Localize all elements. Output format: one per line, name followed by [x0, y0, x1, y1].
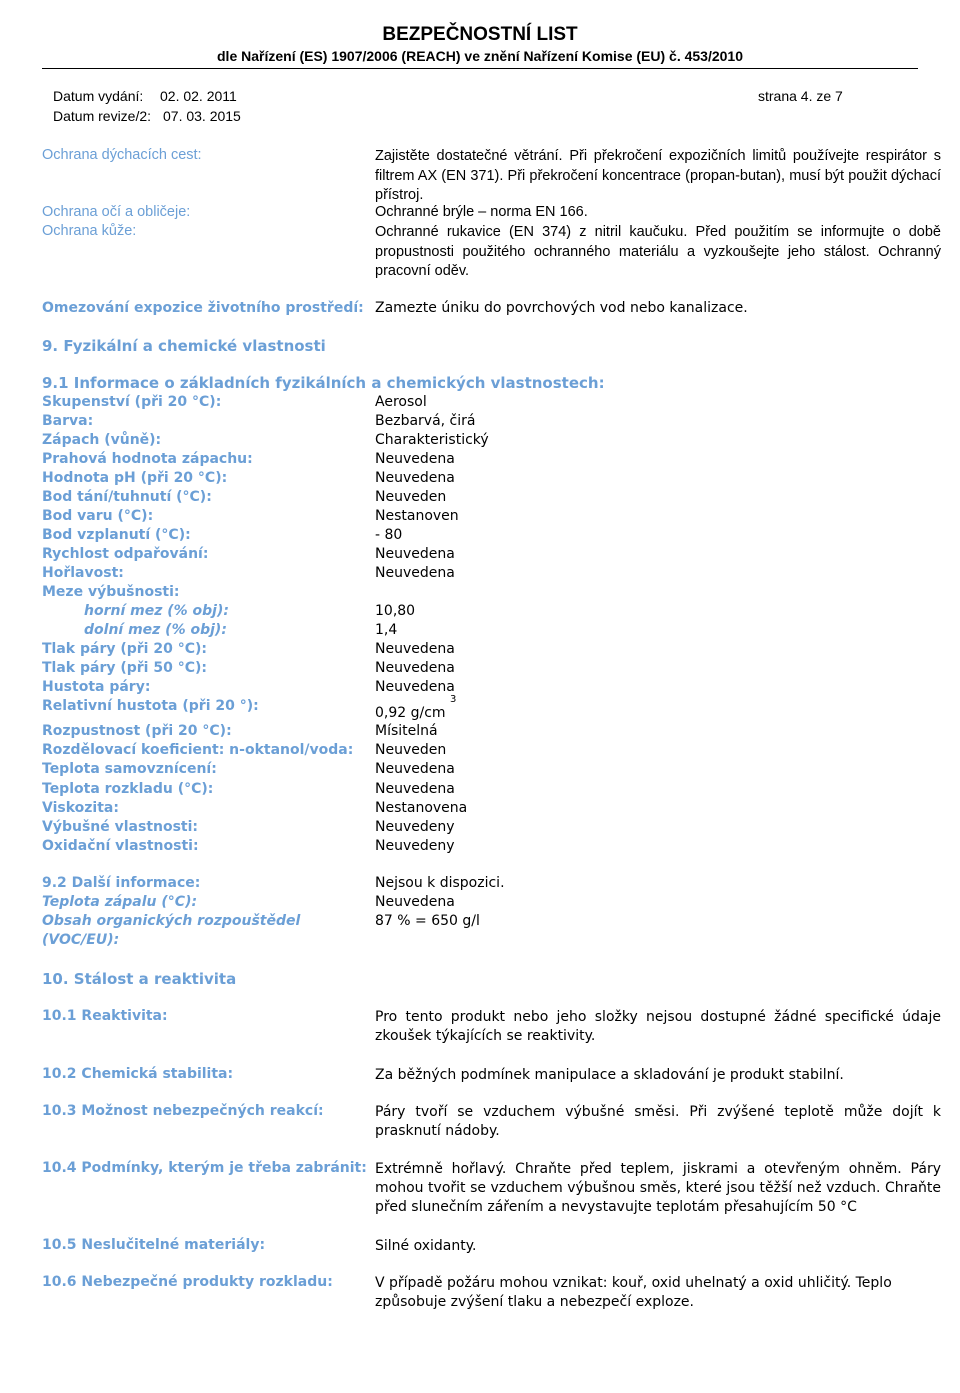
relative-density-label: Relativní hustota (při 20 °):: [42, 698, 259, 714]
relative-density-superscript: 3: [450, 694, 457, 705]
section-10-item-label: 10.6 Nebezpečné produkty rozkladu:: [42, 1274, 333, 1290]
property-label: Hořlavost:: [42, 565, 124, 581]
upper-limit-label: horní mez (% obj):: [84, 603, 229, 619]
env-exposure-text: Zamezte úniku do povrchových vod nebo kanalizace.: [375, 300, 748, 316]
upper-limit-value: 10,80: [375, 603, 416, 619]
section-10-item-text: Extrémně hořlavý. Chraňte před teplem, jiskrami a otevřeným ohněm. Páry mohou tvořit se vzduchem výbušnou směs, které jsou těžší než vzduch. Chraňte před slunečním zářením a nevystavujte teplotám přesahujícím 50 °C: [375, 1161, 941, 1215]
voc-value: 87 % = 650 g/l: [375, 913, 480, 929]
property-value: Neuvedena: [375, 546, 455, 562]
section-10-item-text: Pro tento produkt nebo jeho složky nejsou dostupné žádné specifické údaje zkoušek týkajících se reaktivity.: [375, 1009, 941, 1044]
section-10-item-label: 10.5 Neslučitelné materiály:: [42, 1237, 266, 1253]
property-value: Charakteristický: [375, 432, 489, 448]
explosive-limits-label: Meze výbušnosti:: [42, 584, 180, 600]
property-label: Prahová hodnota zápachu:: [42, 451, 253, 467]
property-value: Mísitelná: [375, 723, 438, 739]
property-label: Oxidační vlastnosti:: [42, 838, 199, 855]
section-10-item-label: 10.2 Chemická stabilita:: [42, 1066, 234, 1082]
property-label: Bod tání/tuhnutí (°C):: [42, 489, 212, 505]
property-label: Rozpustnost (při 20 °C):: [42, 723, 232, 739]
section-10-item-label: 10.1 Reaktivita:: [42, 1008, 168, 1024]
section-10-item-text: V případě požáru mohou vznikat: kouř, oxid uhelnatý a oxid uhličitý. Teplo způsobuje zvýšení tlaku a nebezpečí exploze.: [375, 1275, 892, 1310]
respiratory-protection-text: Zajistěte dostatečné větrání. Při překročení expozičních limitů používejte respirátor s filtrem AX (EN 371). Při překročení koncentrace (propan-butan), musí být použit dýchací přístroj.: [375, 148, 941, 203]
eye-protection-label: Ochrana očí a obličeje:: [42, 204, 191, 220]
property-value: Neuvedena: [375, 565, 455, 581]
property-label: Hodnota pH (při 20 °C):: [42, 470, 228, 486]
property-label: Teplota samovznícení:: [42, 761, 217, 778]
eye-protection-text: Ochranné brýle – norma EN 166.: [375, 204, 588, 220]
header-divider: [42, 68, 918, 69]
skin-protection-text: Ochranné rukavice (EN 374) z nitril kaučuku. Před použitím se informujte o době propustnosti použitého ochranného materiálu a vyzkoušejte jeho stálost. Ochranný pracovní oděv.: [375, 224, 941, 279]
issue-date: 02. 02. 2011: [160, 88, 237, 104]
section-10-item-label: 10.3 Možnost nebezpečných reakcí:: [42, 1103, 324, 1119]
property-label: Tlak páry (při 20 °C):: [42, 641, 207, 657]
property-label: Teplota rozkladu (°C):: [42, 780, 214, 797]
property-value: - 80: [375, 527, 403, 543]
property-value: Neuvedena: [375, 641, 455, 657]
ignition-temp-value: Neuvedena: [375, 894, 455, 910]
property-label: Rozdělovací koeficient: n-oktanol/voda:: [42, 742, 354, 759]
property-value: Neuvedena: [375, 780, 455, 797]
respiratory-protection-label: Ochrana dýchacích cest:: [42, 147, 202, 163]
other-info-label: 9.2 Další informace:: [42, 875, 201, 891]
property-value: Neuvedena: [375, 470, 455, 486]
skin-protection-label: Ochrana kůže:: [42, 223, 137, 239]
property-label: Rychlost odpařování:: [42, 546, 209, 562]
voc-label-line1: Obsah organických rozpouštědel: [42, 913, 301, 929]
property-value: Neuvedena: [375, 761, 455, 778]
section-10-item-text: Za běžných podmínek manipulace a skladování je produkt stabilní.: [375, 1067, 844, 1083]
revision-date: 07. 03. 2015: [163, 108, 241, 124]
property-value: Neuvedena: [375, 660, 455, 676]
section-10-item-label: 10.4 Podmínky, kterým je třeba zabránit:: [42, 1160, 367, 1176]
property-value: Neuvedena: [375, 451, 455, 467]
property-value: Neuveden: [375, 742, 447, 759]
property-label: Zápach (vůně):: [42, 432, 162, 448]
property-label: Barva:: [42, 413, 94, 429]
property-value: Neuvedeny: [375, 819, 455, 835]
section-9-title: 9. Fyzikální a chemické vlastnosti: [42, 337, 326, 355]
document-title: BEZPEČNOSTNÍ LIST: [382, 24, 578, 45]
property-value: Neuveden: [375, 489, 447, 505]
property-label: Hustota páry:: [42, 679, 151, 695]
ignition-temp-label: Teplota zápalu (°C):: [42, 894, 198, 910]
property-value: Bezbarvá, čirá: [375, 413, 476, 429]
other-info-value: Nejsou k dispozici.: [375, 875, 505, 891]
property-label: Bod vzplanutí (°C):: [42, 527, 191, 543]
property-value: Nestanoven: [375, 508, 459, 524]
property-value: Neuvedena: [375, 679, 455, 695]
property-label: Viskozita:: [42, 799, 119, 816]
property-value: Nestanovena: [375, 799, 468, 816]
lower-limit-value: 1,4: [375, 622, 398, 638]
property-label: Bod varu (°C):: [42, 508, 154, 524]
revision-date-label: Datum revize/2:: [53, 108, 152, 124]
section-10-item-text: Silné oxidanty.: [375, 1238, 477, 1254]
property-label: Výbušné vlastnosti:: [42, 819, 199, 835]
regulation-subtitle: dle Nařízení (ES) 1907/2006 (REACH) ve znění Nařízení Komise (EU) č. 453/2010: [217, 48, 743, 64]
voc-label-line2: (VOC/EU):: [42, 932, 120, 948]
section-10-item-text: Páry tvoří se vzduchem výbušné směsi. Při zvýšené teplotě může dojít k prasknutí nádoby.: [375, 1104, 941, 1139]
section-9-1-title: 9.1 Informace o základních fyzikálních a chemických vlastnostech:: [42, 374, 605, 392]
property-label: Tlak páry (při 50 °C):: [42, 660, 207, 676]
lower-limit-label: dolní mez (% obj):: [84, 622, 227, 638]
property-label: Skupenství (při 20 °C):: [42, 394, 222, 410]
issue-date-label: Datum vydání:: [53, 88, 144, 104]
property-value: Neuvedeny: [375, 838, 455, 855]
relative-density-value: 0,92 g/cm: [375, 705, 446, 721]
section-10-title: 10. Stálost a reaktivita: [42, 970, 237, 988]
page-number: strana 4. ze 7: [758, 88, 843, 104]
env-exposure-label: Omezování expozice životního prostředí:: [42, 300, 364, 316]
property-value: Aerosol: [375, 394, 427, 410]
